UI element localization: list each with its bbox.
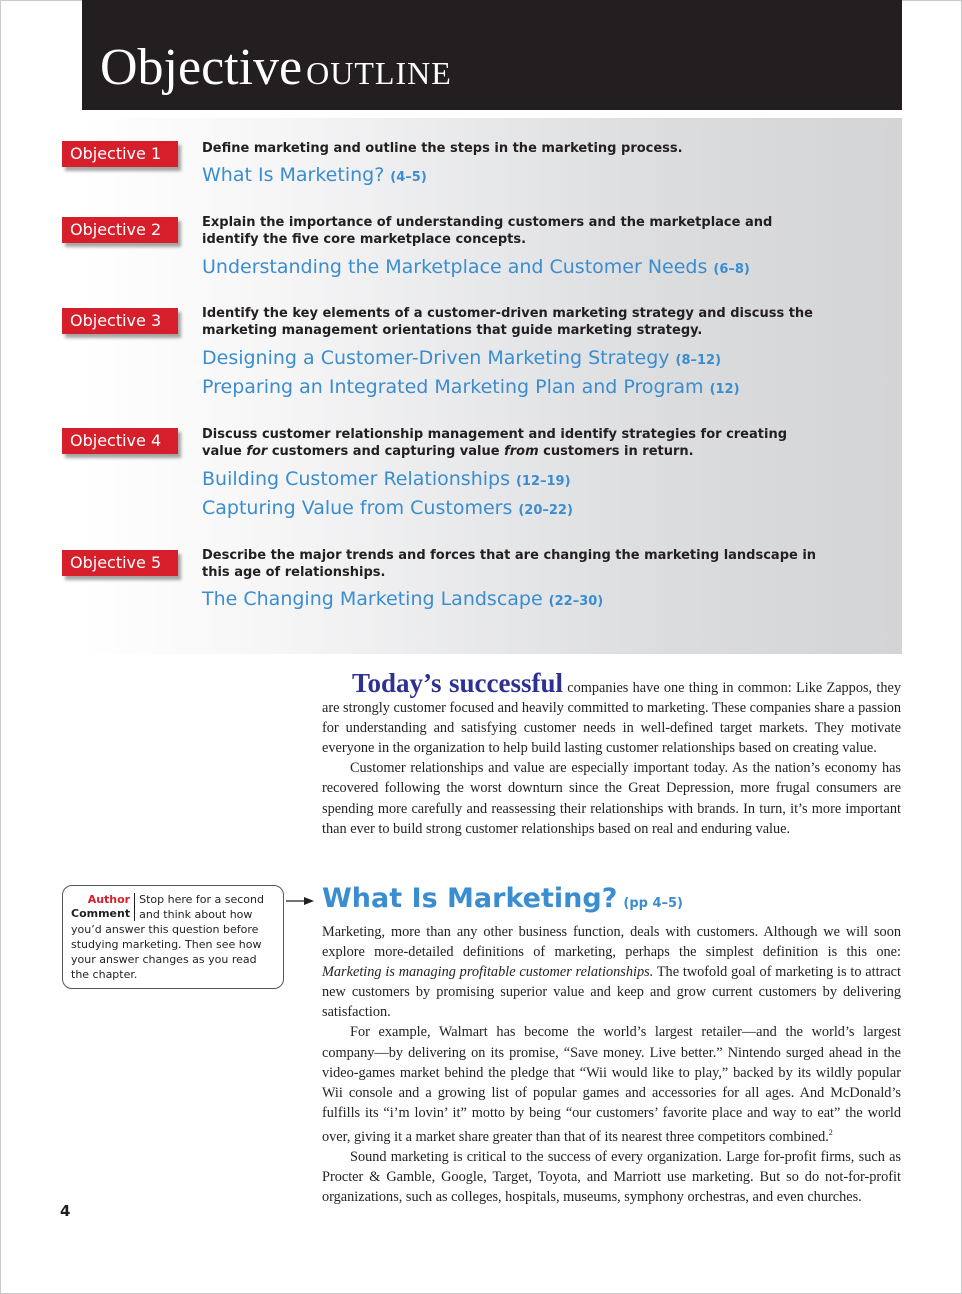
link-title: Capturing Value from Customers [202, 497, 513, 519]
objective-2-badge: Objective 2 [62, 217, 178, 243]
objective-1-description: Define marketing and outline the steps in the marketing process. [202, 141, 683, 156]
intro-paragraph-1 [322, 668, 901, 758]
objective-2-description: Explain the importance of understanding customers and the marketplace and identify the five core marketplace concepts. [202, 215, 773, 247]
title-sub: OUTLINE [306, 55, 452, 91]
desc-emphasis: for [246, 444, 268, 459]
section-paragraph-2 [322, 1022, 901, 1146]
objective-4-link-2[interactable] [202, 497, 573, 522]
objective-4-description [202, 426, 822, 460]
link-title: The Changing Marketing Landscape [202, 588, 543, 610]
section-body [322, 922, 901, 1207]
intro-lead: Today’s successful [352, 668, 563, 698]
objective-4-link-1[interactable] [202, 468, 571, 493]
desc-part: customers in return. [538, 444, 694, 459]
comment-label: Comment [71, 907, 131, 920]
objective-3-link-1[interactable] [202, 347, 721, 372]
desc-emphasis: from [504, 444, 539, 459]
link-pages: (20–22) [518, 503, 573, 518]
link-pages: (12) [709, 382, 740, 397]
link-title: Building Customer Relationships [202, 468, 510, 490]
link-title: Designing a Customer-Driven Marketing Strategy [202, 347, 670, 369]
page-title [100, 39, 452, 96]
section-heading [322, 882, 683, 921]
footnote-ref[interactable]: 2 [828, 1127, 833, 1137]
arrow-right-icon [286, 896, 314, 906]
title-main: Objective [100, 39, 303, 96]
p1-after: The twofold goal of marketing is to attract new customers by promising superior value and keep and grow current customers by delivering satisfaction. [322, 964, 901, 1021]
objective-3-link-2[interactable] [202, 376, 740, 401]
link-pages: (22–30) [548, 594, 604, 609]
desc-part: customers and capturing value [267, 444, 505, 459]
link-pages: (12–19) [515, 474, 571, 489]
objective-5-description: Describe the major trends and forces that are changing the marketing landscape in this age of relationships. [202, 548, 817, 580]
author-label: Author [87, 893, 131, 906]
objective-1-badge: Objective 1 [62, 141, 178, 167]
intro-text [322, 668, 901, 839]
section-title: What Is Marketing? [322, 883, 618, 914]
link-title: Preparing an Integrated Marketing Plan and Program [202, 376, 704, 398]
desc-part: Discuss customer relationship management and identify strategies for creating value [202, 427, 787, 459]
p2-text: For example, Walmart has become the world’s largest retailer—and the world’s largest company—by delivering on its promise, “Save money. Live better.” Nintendo surged ahead in the video-games market behind the pledge that “Wii would like to play,” backed by its wildly popular Wii console and a growing list of popular games and accessories for all ages. And McDonald’s fulfills its “i’m lovin’ it” motto by being “our customers’ favorite place and way to eat” the world over, giving it a market share greater than that of its nearest three competitors combined. [322, 1024, 901, 1145]
author-comment-box [62, 885, 284, 989]
section-paragraph-3: Sound marketing is critical to the success of every organization. Large for-profit firms, such as Procter & Gamble, Google, Target, Toyota, and Marriott use marketing. But so do not-for-profit organizations, such as colleges, hospitals, museums, symphony orchestras, and even churches. [322, 1148, 901, 1205]
author-comment-label [71, 893, 135, 921]
objective-3-badge: Objective 3 [62, 308, 178, 334]
objective-2-link[interactable] [202, 256, 750, 281]
objective-1-link[interactable] [202, 164, 427, 189]
p1-before: Marketing, more than any other business function, deals with customers. Although we will soon explore more-detailed definitions of marketing, perhaps the simplest definition is this one: [322, 924, 901, 961]
intro-paragraph-2: Customer relationships and value are especially important today. As the nation’s economy has recovered following the worst downturn since the Great Depression, more frugal consumers are spending more carefully and reassessing their relationships with brands. In turn, it’s more important than ever to build strong customer relationships based on real and enduring value. [322, 760, 901, 837]
section-paragraph-1 [322, 922, 901, 1022]
objective-5-badge: Objective 5 [62, 550, 178, 576]
p1-italic: Marketing is managing profitable customer relationships. [322, 964, 654, 981]
link-pages: (4–5) [390, 170, 427, 185]
page-number: 4 [60, 1202, 71, 1220]
section-pages: (pp 4–5) [623, 896, 683, 911]
author-comment-text: Stop here for a second and think about how you’d answer this question before studying marketing. Then see how your answer changes as you read the chapter. [71, 893, 264, 981]
link-title: Understanding the Marketplace and Customer Needs [202, 256, 708, 278]
intro-p1-text: companies have one thing in common: Like Zappos, they are strongly customer focused and heavily committed to marketing. These companies share a passion for understanding and satisfying customer needs in well-defined target markets. They motivate everyone in the organization to help build lasting customer relationships based on creating value. [322, 680, 901, 757]
link-pages: (6–8) [713, 262, 750, 277]
link-pages: (8–12) [675, 353, 722, 368]
link-title: What Is Marketing? [202, 164, 385, 186]
objective-3-description: Identify the key elements of a customer-driven marketing strategy and discuss the marketing management orientations that guide marketing strategy. [202, 306, 813, 338]
objective-5-link[interactable] [202, 588, 603, 613]
objective-4-badge: Objective 4 [62, 428, 178, 454]
